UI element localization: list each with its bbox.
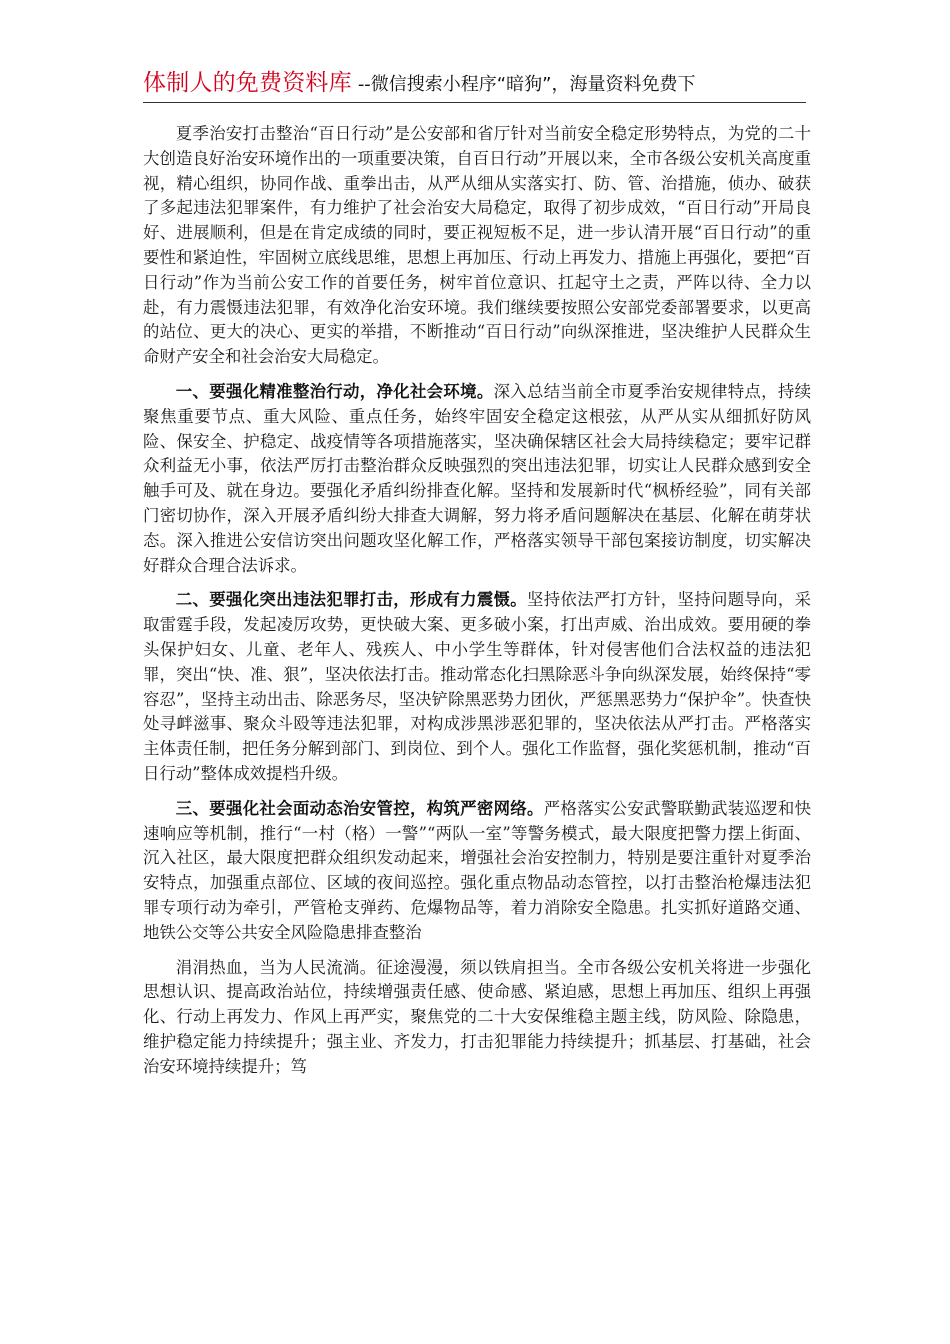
paragraph-text: 严格落实公安武警联勤武装巡逻和快速响应等机制，推行“一村（格）一警”“两队一室”等警务模式，最大限度把警力摆上街面、沉入社区，最大限度把群众组织发动起来，增强社会治安控制力，特别是要注重针对夏季治安特点，加强重点部位、区域的夜间巡控。强化重点物品动态管控，以打击整治枪爆违法犯罪专项行动为牵引，严管枪支弹药、危爆物品等，着力消除安全隐患。扎实抓好道路交通、地铁公交等公共安全风险隐患排查整治 xyxy=(143,798,812,942)
header-title: 体制人的免费资料库 xyxy=(143,70,352,96)
section-three-paragraph xyxy=(143,797,811,946)
document-header xyxy=(143,68,806,103)
header-subtitle: --微信搜索小程序“暗狗”，海量资料免费下 xyxy=(357,74,696,95)
intro-paragraph xyxy=(143,122,811,370)
document-body xyxy=(143,122,811,1089)
paragraph-text: 涓涓热血，当为人民流淌。征途漫漫，须以铁肩担当。全市各级公安机关将进一步强化思想认识、提高政治站位，持续增强责任感、使命感、紧迫感，思想上再加压、组织上再强化、行动上再发力、作风上再严实，聚焦党的二十大安保维稳主题主线，防风险、除隐患，维护稳定能力持续提升；强主业、齐发力，打击犯罪能力持续提升；抓基层、打基础，社会治安环境持续提升；笃 xyxy=(143,957,811,1076)
paragraph-text: 坚持依法严打方针，坚持问题导向，采取雷霆手段，发起凌厉攻势，更快破大案、更多破小案，打出声威、治出成效。要用硬的拳头保护妇女、儿童、老年人、残疾人、中小学生等群体，针对侵害他们合法权益的违法犯罪，突出“快、准、狠”，坚决依法打击。推动常态化扫黑除恶斗争向纵深发展，始终保持“零容忍”，坚持主动出击、除恶务尽，坚决铲除黑恶势力团伙，严惩黑恶势力“保护伞”。快查快处寻衅滋事、聚众斗殴等违法犯罪，对构成涉黑涉恶犯罪的，坚决依法从严打击。严格落实主体责任制，把任务分解到部门、到岗位、到个人。强化工作监督，强化奖惩机制，推动“百日行动”整体成效提档升级。 xyxy=(143,590,811,783)
section-one-paragraph xyxy=(143,380,811,578)
closing-paragraph xyxy=(143,956,811,1080)
paragraph-text: 夏季治安打击整治“百日行动”是公安部和省厅针对当前安全稳定形势特点，为党的二十大创造良好治安环境作出的一项重要决策，自百日行动”开展以来，全市各级公安机关高度重视，精心组织，协同作战、重拳出击，从严从细从实落实打、防、管、治措施，侦办、破获了多起违法犯罪案件，有力维护了社会治安大局稳定，取得了初步成效，“百日行动”开局良好、进展顺利，但是在肯定成绩的同时，要正视短板不足，进一步认清开展“百日行动”的重要性和紧迫性，牢固树立底线思维，思想上再加压、行动上再发力、措施上再强化，要把“百日行动”作为当前公安工作的首要任务，树牢首位意识、扛起守土之责，严阵以待、全力以赴，有力震慑违法犯罪，有效净化治安环境。我们继续要按照公安部党委部署要求，以更高的站位、更大的决心、更实的举措，不断推动“百日行动”向纵深推进，坚决维护人民群众生命财产安全和社会治安大局稳定。 xyxy=(143,124,811,367)
section-two-paragraph xyxy=(143,588,811,786)
paragraph-text: 深入总结当前全市夏季治安规律特点，持续聚焦重要节点、重大风险、重点任务，始终牢固安全稳定这根弦，从严从实从细抓好防风险、保安全、护稳定、战疫情等各项措施落实，坚决确保辖区社会大局持续稳定；要牢记群众利益无小事，依法严厉打击整治群众反映强烈的突出违法犯罪，切实让人民群众感到安全触手可及、就在身边。要强化矛盾纠纷排查化解。坚持和发展新时代“枫桥经验”，同有关部门密切协作，深入开展矛盾纠纷大排查大调解，努力将矛盾问题解决在基层、化解在萌芽状态。深入推进公安信访突出问题攻坚化解工作，严格落实领导干部包案接访制度，切实解决好群众合理合法诉求。 xyxy=(143,381,812,575)
section-heading: 一、要强化精准整治行动，净化社会环境。 xyxy=(175,381,494,401)
section-heading: 三、要强化社会面动态治安管控，构筑严密网络。 xyxy=(175,798,544,818)
section-heading: 二、要强化突出违法犯罪打击，形成有力震慑。 xyxy=(175,590,528,610)
